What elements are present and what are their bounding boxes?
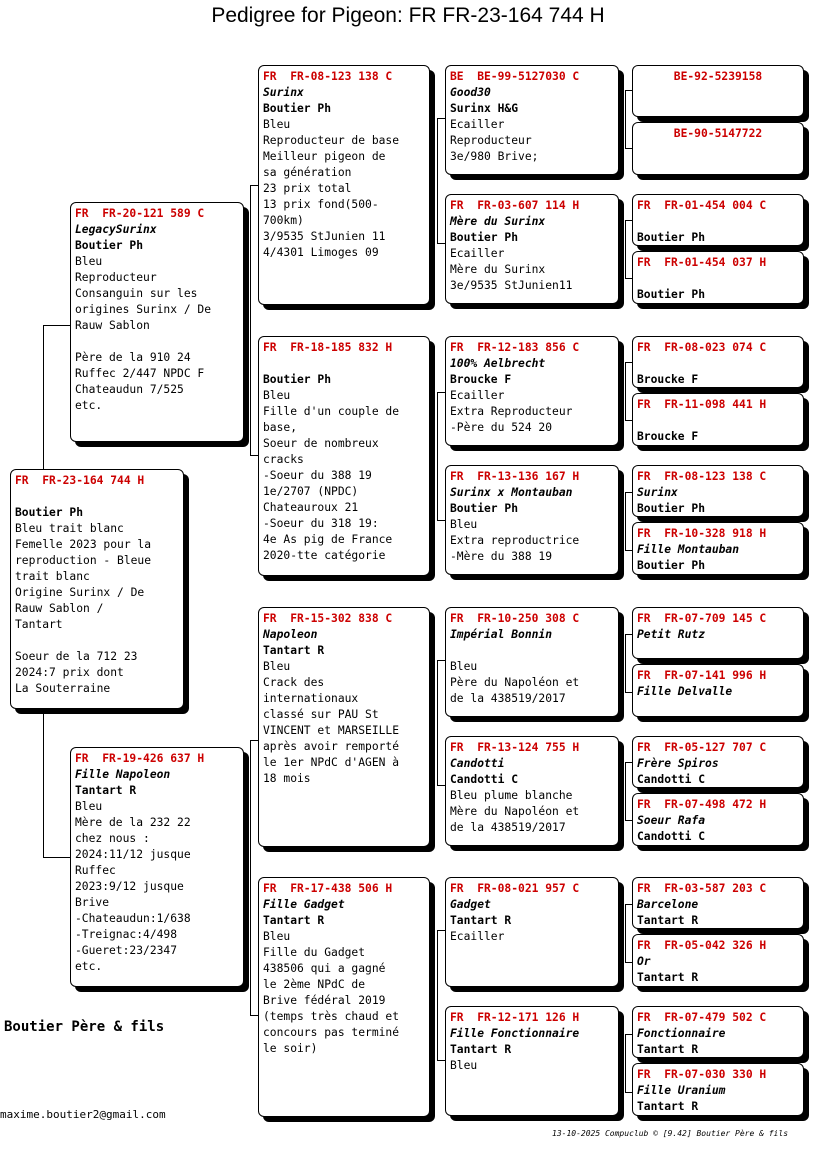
pigeon-name: Fille Delvalle (637, 685, 733, 698)
pigeon-notes: Bleu trait blanc Femelle 2023 pour la reproduction - Bleue trait blanc Origine Surinx / De Rauw Sablon / Tantart Soeur de la 712 23 2024:7 prix dont La Souterraine (15, 522, 152, 695)
ring-number: FR FR-12-171 126 H (450, 1011, 580, 1024)
ring-number: FR FR-23-164 744 H (15, 474, 145, 487)
page-title: Pedigree for Pigeon: FR FR-23-164 744 H (211, 4, 605, 27)
pigeon-name: 100% Aelbrecht (450, 357, 546, 370)
pedigree-box-sds[interactable] (445, 336, 619, 446)
pigeon-name: LegacySurinx (75, 223, 157, 236)
pedigree-box-gen4[interactable] (632, 793, 804, 846)
pigeon-name: Fille Napoleon (75, 768, 171, 781)
breeder-name: Broucke F (637, 373, 699, 386)
breeder-signature: Boutier Père & fils (4, 1019, 165, 1035)
ring-number: FR FR-08-023 074 C (637, 341, 767, 354)
pigeon-name: Napoleon (263, 628, 318, 641)
ring-number: FR FR-08-021 957 C (450, 882, 580, 895)
breeder-name: Surinx H&G (450, 102, 519, 115)
pedigree-box-dss[interactable] (445, 607, 619, 717)
ring-number: FR FR-03-587 203 C (637, 882, 767, 895)
pedigree-box-gen4[interactable] (632, 251, 804, 304)
breeder-name: Tantart R (450, 1043, 512, 1056)
breeder-name: Tantart R (637, 1043, 699, 1056)
pigeon-name (15, 489, 179, 505)
breeder-name: Candotti C (637, 773, 706, 786)
breeder-name: Boutier Ph (450, 231, 519, 244)
pedigree-box-gen4[interactable] (632, 664, 804, 717)
pigeon-name: Or (637, 955, 651, 968)
ring-number: FR FR-19-426 637 H (75, 752, 205, 765)
ring-number: FR FR-03-607 114 H (450, 199, 580, 212)
pedigree-box-subject[interactable] (10, 469, 184, 709)
pedigree-box-gen4[interactable] (632, 736, 804, 788)
ring-number: FR FR-07-030 330 H (637, 1068, 767, 1081)
pigeon-name (637, 271, 799, 287)
pedigree-box-ddd[interactable] (445, 1006, 619, 1116)
ring-number: FR FR-08-123 138 C (263, 70, 393, 83)
pedigree-box-gen4[interactable] (632, 1006, 804, 1058)
breeder-name: Tantart R (263, 644, 325, 657)
pedigree-box-dds[interactable] (445, 877, 619, 987)
ring-number: BE BE-99-5127030 C (450, 70, 580, 83)
breeder-name: Tantart R (263, 914, 325, 927)
breeder-name (450, 643, 614, 659)
pedigree-box-dsd[interactable] (445, 736, 619, 846)
breeder-name: Tantart R (450, 914, 512, 927)
pigeon-name (263, 356, 425, 372)
ring-number: FR FR-13-124 755 H (450, 741, 580, 754)
pedigree-box-sire[interactable] (70, 202, 244, 442)
ring-number: FR FR-01-454 004 C (637, 199, 767, 212)
ring-number: FR FR-08-123 138 C (637, 470, 767, 483)
pedigree-box-gen4[interactable] (632, 465, 804, 517)
ring-number: FR FR-11-098 441 H (637, 398, 767, 411)
contact-email: maxime.boutier2@gmail.com (0, 1108, 166, 1121)
pigeon-notes: Bleu Fille du Gadget 438506 qui a gagné le 2ème NPdC de Brive fédéral 2019 (temps très chaud et concours pas terminé le soir) (263, 930, 400, 1055)
pedigree-box-sd[interactable] (258, 336, 430, 576)
ring-number: FR FR-15-302 838 C (263, 612, 393, 625)
pedigree-box-gen4[interactable] (632, 607, 804, 659)
pigeon-name: Fille Uranium (637, 1084, 726, 1097)
pigeon-name: Soeur Rafa (637, 814, 706, 827)
print-footer: 13-10-2025 Compuclub © [9.42] Boutier Père & fils (552, 1129, 789, 1138)
pedigree-box-ss[interactable] (258, 65, 430, 305)
pedigree-box-gen4[interactable] (632, 194, 804, 246)
pedigree-box-gen4[interactable] (632, 122, 804, 175)
pigeon-notes: Ecailler Extra Reproducteur -Père du 524 20 (450, 389, 573, 434)
pigeon-notes: Ecailler Mère du Surinx 3e/9535 StJunien11 (450, 247, 573, 292)
pedigree-box-dam[interactable] (70, 747, 244, 987)
pigeon-notes: Bleu Crack des internationaux classé sur PAU St VINCENT et MARSEILLE après avoir remporté le 1er NPdC d'AGEN à 18 mois (263, 660, 400, 785)
pigeon-notes: Ecailler Reproducteur 3e/980 Brive; (450, 118, 539, 163)
ring-number: FR FR-20-121 589 C (75, 207, 205, 220)
pigeon-name (637, 214, 799, 230)
pedigree-box-sdd[interactable] (445, 465, 619, 575)
pigeon-name: Frère Spiros (637, 757, 719, 770)
breeder-name: Boutier Ph (263, 373, 332, 386)
pigeon-name: Barcelone (637, 898, 699, 911)
breeder-name: Boutier Ph (637, 559, 706, 572)
ring-number: FR FR-17-438 506 H (263, 882, 393, 895)
pigeon-name (637, 413, 799, 429)
breeder-name: Boutier Ph (637, 288, 706, 301)
pigeon-name: Surinx x Montauban (450, 486, 573, 499)
pigeon-name: Gadget (450, 898, 491, 911)
pedigree-box-gen4[interactable] (632, 934, 804, 987)
ring-number: FR FR-12-183 856 C (450, 341, 580, 354)
pigeon-notes: Bleu plume blanche Mère du Napoléon et de la 438519/2017 (450, 789, 580, 834)
ring-number: FR FR-07-498 472 H (637, 798, 767, 811)
breeder-name: Boutier Ph (263, 102, 332, 115)
breeder-name: Boutier Ph (15, 506, 84, 519)
breeder-name: Tantart R (637, 971, 699, 984)
pedigree-box-gen4[interactable] (632, 877, 804, 929)
ring-number: FR FR-10-328 918 H (637, 527, 767, 540)
ring-number: BE-90-5147722 (673, 127, 763, 140)
pigeon-name: Fonctionnaire (637, 1027, 726, 1040)
ring-number: FR FR-05-042 326 H (637, 939, 767, 952)
breeder-name: Broucke F (637, 430, 699, 443)
pigeon-notes: Bleu Père du Napoléon et de la 438519/2017 (450, 660, 580, 705)
ring-number: FR FR-05-127 707 C (637, 741, 767, 754)
pigeon-name: Fille Gadget (263, 898, 345, 911)
pigeon-notes: Bleu Mère de la 232 22 chez nous : 2024:11/12 jusque Ruffec 2023:9/12 jusque Brive -Chateaudun:1/638 -Treignac:4/498 -Gueret:23/2347 etc. (75, 800, 191, 973)
pigeon-notes: Bleu (450, 1059, 478, 1072)
pedigree-box-sss[interactable] (445, 65, 619, 175)
ring-number: FR FR-01-454 037 H (637, 256, 767, 269)
pigeon-notes: Bleu Extra reproductrice -Mère du 388 19 (450, 518, 580, 563)
breeder-name: Boutier Ph (637, 502, 706, 515)
breeder-name: Boutier Ph (75, 239, 144, 252)
ring-number: FR FR-10-250 308 C (450, 612, 580, 625)
breeder-name: Broucke F (450, 373, 512, 386)
ring-number: FR FR-07-141 996 H (637, 669, 767, 682)
pigeon-name: Good30 (450, 86, 491, 99)
breeder-name: Tantart R (637, 1100, 699, 1113)
pigeon-name: Fille Fonctionnaire (450, 1027, 580, 1040)
pigeon-name: Surinx (637, 486, 678, 499)
pedigree-box-ssd[interactable] (445, 194, 619, 304)
pigeon-notes: Bleu Reproducteur de base Meilleur pigeon de sa génération 23 prix total 13 prix fond(500- 700km) 3/9535 StJunien 11 4/4301 Limoges 09 (263, 118, 400, 259)
pigeon-name: Fille Montauban (637, 543, 740, 556)
breeder-name: Boutier Ph (450, 502, 519, 515)
breeder-name: Tantart R (637, 914, 699, 927)
pedigree-box-gen4[interactable] (632, 1063, 804, 1116)
pedigree-box-dd[interactable] (258, 877, 430, 1117)
ring-number: FR FR-07-479 502 C (637, 1011, 767, 1024)
breeder-name: Boutier Ph (637, 231, 706, 244)
pigeon-name: Petit Rutz (637, 628, 706, 641)
pigeon-name: Surinx (263, 86, 304, 99)
pigeon-name: Candotti (450, 757, 505, 770)
pigeon-notes: Bleu Reproducteur Consanguin sur les origines Surinx / De Rauw Sablon Père de la 910 24 Ruffec 2/447 NPDC F Chateaudun 7/525 etc. (75, 255, 212, 412)
breeder-name: Candotti C (637, 830, 706, 843)
pedigree-box-gen4[interactable] (632, 336, 804, 388)
breeder-name: Tantart R (75, 784, 137, 797)
pedigree-box-gen4[interactable] (632, 393, 804, 446)
pigeon-notes: Ecailler (450, 930, 505, 943)
pedigree-box-ds[interactable] (258, 607, 430, 847)
ring-number: FR FR-18-185 832 H (263, 341, 393, 354)
pedigree-box-gen4[interactable] (632, 65, 804, 117)
pedigree-box-gen4[interactable] (632, 522, 804, 575)
ring-number: FR FR-07-709 145 C (637, 612, 767, 625)
ring-number: FR FR-13-136 167 H (450, 470, 580, 483)
pigeon-name: Impérial Bonnin (450, 628, 553, 641)
ring-number: BE-92-5239158 (673, 70, 763, 83)
pigeon-name (637, 356, 799, 372)
breeder-name: Candotti C (450, 773, 519, 786)
pigeon-notes: Bleu Fille d'un couple de base, Soeur de nombreux cracks -Soeur du 388 19 1e/2707 (NPDC) Chateauroux 21 -Soeur du 318 19: 4e As pig de France 2020-tte catégorie (263, 389, 400, 562)
pigeon-name: Mère du Surinx (450, 215, 546, 228)
